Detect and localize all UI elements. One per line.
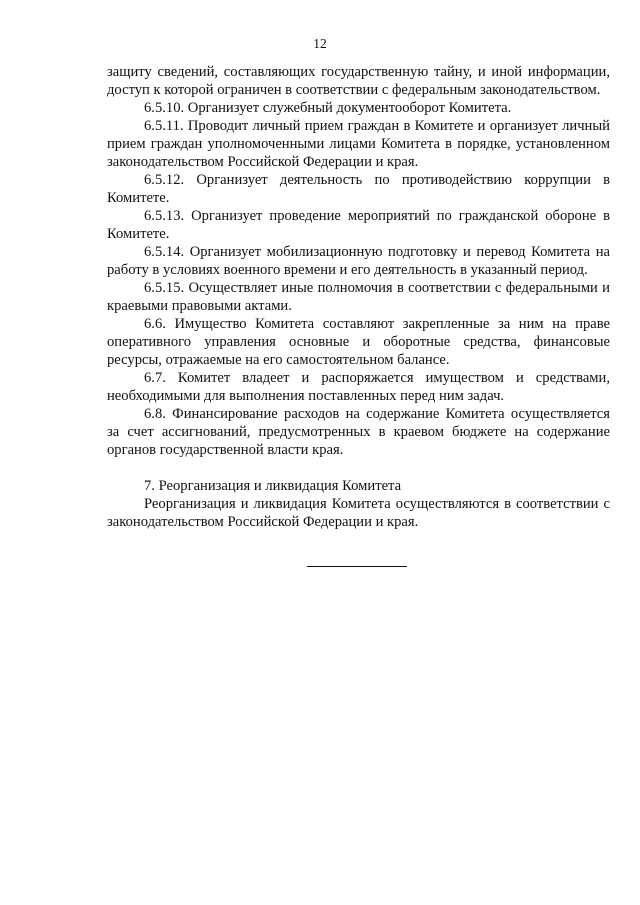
paragraph-6-5-13: 6.5.13. Организует проведение мероприятий по гражданской обороне в Комитете. (107, 208, 610, 242)
paragraph-6-5-12: 6.5.12. Организует деятельность по противодействию коррупции в Комитете. (107, 172, 610, 206)
paragraph-6-8: 6.8. Финансирование расходов на содержание Комитета осуществляется за счет ассигнований, предусмотренных в краевом бюджете на содержание органов государственной власти края. (107, 406, 610, 458)
document-body (107, 63, 610, 531)
paragraph-6-5-15: 6.5.15. Осуществляет иные полномочия в соответствии с федеральными и краевыми правовыми актами. (107, 280, 610, 314)
paragraph-6-7: 6.7. Комитет владеет и распоряжается имуществом и средствами, необходимыми для выполнения поставленных перед ним задач. (107, 370, 610, 404)
section-7-text: Реорганизация и ликвидация Комитета осуществляются в соответствии с законодательством Российской Федерации и края. (107, 496, 610, 530)
paragraph-6-6: 6.6. Имущество Комитета составляют закрепленные за ним на праве оперативного управления основные и оборотные средства, финансовые ресурсы, отражаемые на его самостоятельном балансе. (107, 316, 610, 368)
paragraph-6-5-10: 6.5.10. Организует служебный документооборот Комитета. (144, 100, 512, 116)
end-divider-line (307, 566, 407, 567)
paragraph-continuation: защиту сведений, составляющих государственную тайну, и иной информации, доступ к которой ограничен в соответствии с федеральным законодательством. (107, 64, 610, 98)
paragraph-6-5-11: 6.5.11. Проводит личный прием граждан в Комитете и организует личный прием граждан уполномоченными лицами Комитета в порядке, установленном законодательством Российской Федерации и края. (107, 118, 610, 170)
section-7-heading: 7. Реорганизация и ликвидация Комитета (144, 478, 402, 494)
page-number: 12 (313, 36, 327, 51)
paragraph-6-5-14: 6.5.14. Организует мобилизационную подготовку и перевод Комитета на работу в условиях военного времени и его деятельность в указанный период. (107, 244, 610, 278)
